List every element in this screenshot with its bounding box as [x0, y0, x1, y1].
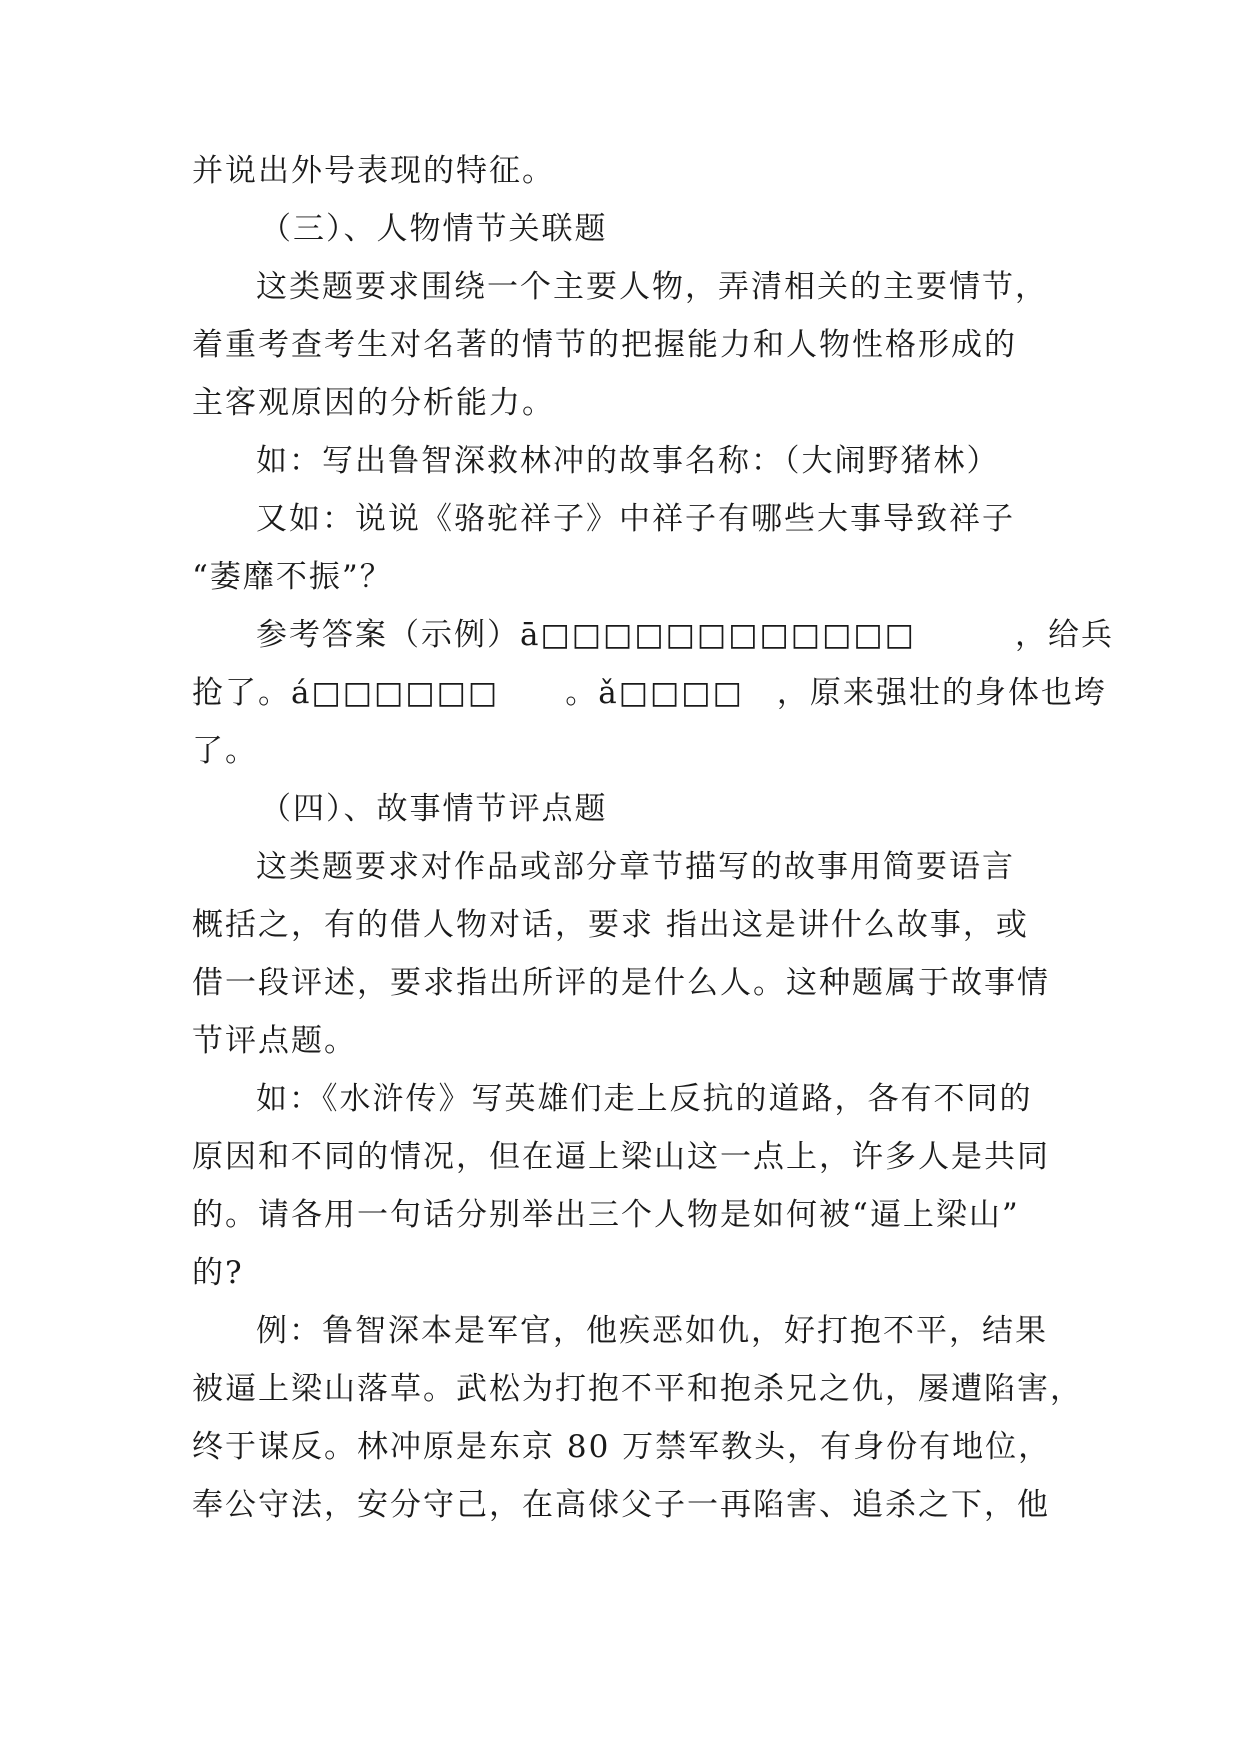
paragraph-line: 主客观原因的分析能力。	[192, 385, 555, 421]
paragraph-line: 这类题要求围绕一个主要人物，弄清相关的主要情节，	[256, 269, 1048, 305]
paragraph-line: 奉公守法，安分守己，在高俅父子一再陷害、追杀之下，他	[192, 1487, 1050, 1523]
paragraph-line: 的。请各用一句话分别举出三个人物是如何被“逼上梁山”	[192, 1197, 1020, 1233]
paragraph-line: 参考答案（示例）ā□□□□□□□□□□□□ ，给兵	[256, 617, 1114, 653]
paragraph-line: 借一段评述，要求指出所评的是什么人。这种题属于故事情	[192, 965, 1050, 1001]
paragraph-line: 这类题要求对作品或部分章节描写的故事用简要语言	[256, 849, 1015, 885]
paragraph-line: 并说出外号表现的特征。	[192, 153, 555, 189]
paragraph-line: 终于谋反。林冲原是东京 80 万禁军教头，有身份有地位，	[192, 1429, 1052, 1465]
paragraph-line: 原因和不同的情况，但在逼上梁山这一点上，许多人是共同	[192, 1139, 1050, 1175]
paragraph-line: “萎靡不振”？	[192, 559, 393, 595]
paragraph-line: 概括之，有的借人物对话，要求 指出这是讲什么故事，或	[192, 907, 1029, 943]
paragraph-line: 如：《水浒传》写英雄们走上反抗的道路，各有不同的	[256, 1081, 1033, 1117]
paragraph-line: 例：鲁智深本是军官，他疾恶如仇，好打抱不平，结果	[256, 1313, 1048, 1349]
section-heading: （四）、故事情节评点题	[260, 791, 608, 827]
paragraph-line: 的?	[192, 1255, 244, 1291]
paragraph-line: 节评点题。	[192, 1023, 357, 1059]
paragraph-line: 抢了。á□□□□□□ 。ǎ□□□□ ，原来强壮的身体也垮	[192, 675, 1107, 711]
paragraph-line: 又如：说说《骆驼祥子》中祥子有哪些大事导致祥子	[256, 501, 1015, 537]
paragraph-line: 着重考查考生对名著的情节的把握能力和人物性格形成的	[192, 327, 1017, 363]
paragraph-line: 了。	[192, 733, 258, 769]
paragraph-line: 被逼上梁山落草。武松为打抱不平和抱杀兄之仇，屡遭陷害，	[192, 1371, 1083, 1407]
section-heading: （三）、人物情节关联题	[260, 211, 608, 247]
paragraph-line: 如：写出鲁智深救林冲的故事名称：（大闹野猪林）	[256, 443, 1000, 479]
